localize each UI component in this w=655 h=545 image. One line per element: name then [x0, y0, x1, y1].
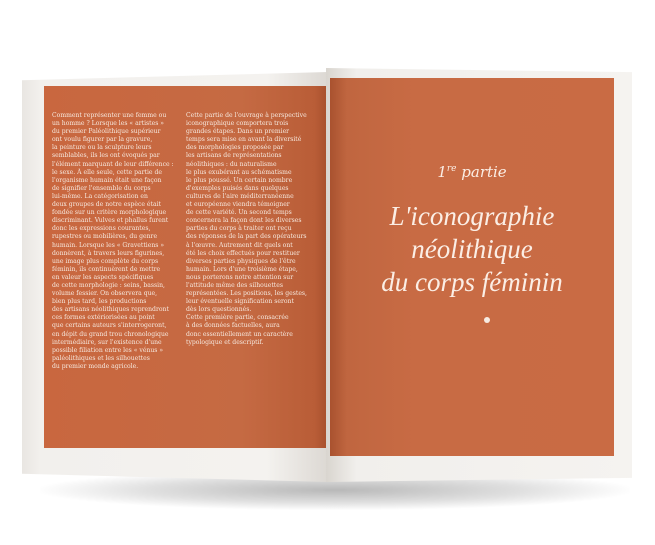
decorative-dot [484, 317, 490, 323]
part-word: partie [456, 163, 507, 181]
intro-text-column-1: Comment représenter une femme ou un homme ? Lorsque les « artistes » du premier Paléolithique supérieur ont voulu figurer par la gravure, la peinture ou la sculpture leurs semblables, ils les ont évoqués par l'élément marquant de leur différence : le sexe. À elle seule, cette partie de l'organisme humain était une façon de signifier l'ensemble du corps lui-même. La catégorisation en deux groupes de notre espèce était fondée sur un critère morphologique discriminant. Vulves et phallus furent donc les expressions courantes, rupestres ou mobilières, du genre humain. Lorsque les « Gravettiens » donnèrent, à travers leurs figurines, une image plus complète du corps féminin, ils continuèrent de mettre en valeur les aspects spécifiques de cette morphologie : seins, bassin, volume fessier. On observera que, bien plus tard, les productions des artisans néolithiques reprendront ces formes extériorisées au point que certains auteurs s'interrogeront, en dépit du grand trou chronologique intermédiaire, sur l'existence d'une possible filiation entre les « vénus » paléolithiques et les silhouettes du premier monde agricole. [52, 112, 174, 370]
title-line-1: L'iconographie [389, 201, 555, 231]
chapter-title [330, 200, 614, 299]
title-line-2: néolithique [411, 234, 533, 264]
intro-text-column-2: Cette partie de l'ouvrage à perspective iconographique comportera trois grandes étapes. Dans un premier temps sera mise en avant la diversité des morphologies proposée par les artisans de représentations néolithiques : du naturalisme le plus exubérant au schématisme le plus poussé. Un certain nombre d'exemples puisés dans quelques cultures de l'aire méditerranéenne et européenne viendra témoigner de cette variété. Un second temps concernera la façon dont les diverses parties du corps à traiter ont reçu des réponses de la part des opérateurs à l'œuvre. Autrement dit quels ont été les choix effectués pour restituer diverses parties physiques de l'être humain. Lors d'une troisième étape, nous porterons notre attention sur l'attitude même des silhouettes représentées. Les positions, les gestes, leur éventuelle signification seront dès lors questionnés. Cette première partie, consacrée à des données factuelles, aura donc essentiellement un caractère typologique et descriptif. [186, 112, 307, 346]
part-suffix: re [446, 164, 457, 174]
part-number: 1 [437, 163, 447, 181]
part-heading [330, 163, 614, 181]
title-line-3: du corps féminin [381, 267, 563, 297]
